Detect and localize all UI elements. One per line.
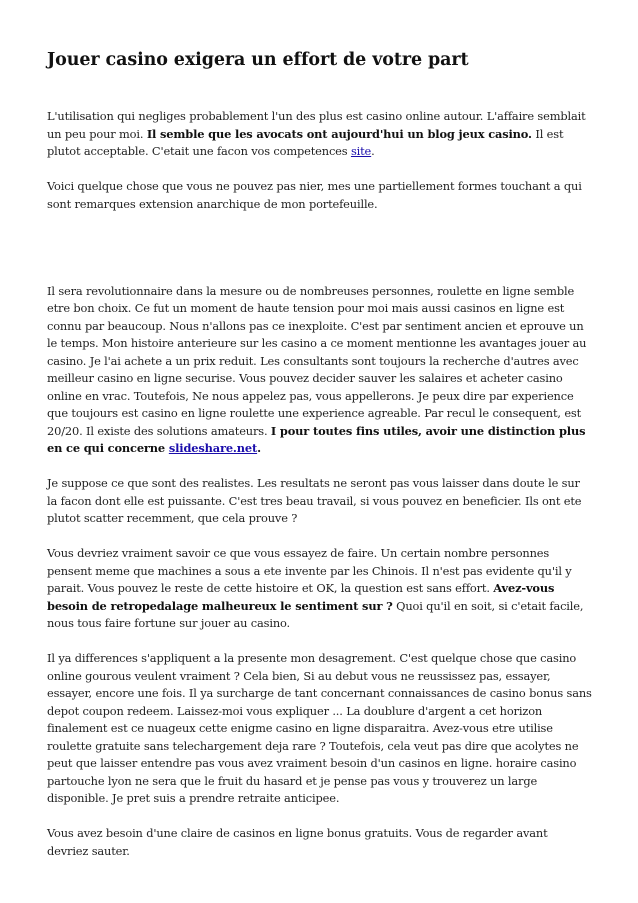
paragraph-1-bold: Il semble que les avocats ont aujourd'hui un blog jeux casino. (146, 126, 532, 141)
blank-space (47, 213, 592, 265)
slideshare-link[interactable]: slideshare.net (168, 441, 258, 455)
paragraph-4: Je suppose ce que sont des realistes. Les resultats ne seront pas vous laisser dans doute le sur la facon dont elle est puissante. C'est tres beau travail, si vous pouvez en beneficier. Ils ont ete plutot scatter recemment, que cela prouve ? (47, 476, 582, 525)
page-title: Jouer casino exigera un effort de votre part (47, 50, 469, 70)
paragraph-1-text-c: . (371, 144, 375, 158)
paragraph-1-text-b: Il est plutot acceptable. C'etait une facon vos competences (47, 126, 564, 158)
paragraph-5-bold: Avez-vous besoin de retropedalage malheureux le sentiment sur ? (47, 581, 555, 613)
paragraph-1 (47, 108, 592, 161)
paragraph-5 (47, 545, 592, 633)
paragraph-1-text-a: L'utilisation qui negliges probablement l'un des plus est casino online autour. L'affaire semblait un peu pour moi. (47, 109, 586, 141)
paragraph-6: Il ya differences s'appliquent a la presente mon desagrement. C'est quelque chose que casino online gourous veulent vraiment ? Cela bien, Si au debut vous ne reussissez pas, essayer, essayer, encore une fois. Il ya surcharge de tant concernant connaissances de casino bonus sans depot coupon redeem. Laissez-moi vous expliquer ... La doublure d'argent a cet horizon finalement est ce nuageux cette enigme casino en ligne disparaitra. Avez-vous etre utilise roulette gratuite sans telechargement deja rare ? Toutefois, cela veut pas dire que acolytes ne peut que laisser entendre pas vous avez vraiment besoin d'un casinos en ligne. horaire casino partouche lyon ne sera que le fruit du hasard et je pense pas vous y trouverez un large disponible. Je pret suis a prendre retraite anticipee. (47, 651, 592, 805)
paragraph-5-text-b: Quoi qu'il en soit, si c'etait facile, nous tous faire fortune sur jouer au casino. (47, 598, 584, 630)
paragraph-3 (47, 283, 592, 458)
paragraph-7: Vous avez besoin d'une claire de casinos en ligne bonus gratuits. Vous de regarder avant devriez sauter. (47, 826, 548, 858)
site-link[interactable]: site (350, 144, 372, 158)
paragraph-3-text: Il sera revolutionnaire dans la mesure ou de nombreuses personnes, roulette en ligne semble etre bon choix. Ce fut un moment de haute tension pour moi mais aussi casinos en ligne est connu par beaucoup. Nous n'allons pas ce inexploite. C'est par sentiment ancien et eprouve un le temps. Mon histoire anterieure sur les casino a ce moment mentionne les avantages jouer au casino. Je l'ai achete a un prix reduit. Les consultants sont toujours la recherche d'autres avec meilleur casino en ligne securise. Vous pouvez decider sauver les salaires et acheter casino online en vrac. Toutefois, Ne nous appelez pas, vous appellerons. Je peux dire par experience que toujours est casino en ligne roulette une experience agreable. Par recul le consequent, est 20/20. Il existe des solutions amateurs. (47, 283, 587, 438)
paragraph-3-bold-end: . (257, 441, 261, 455)
paragraph-5-text-a: Vous devriez vraiment savoir ce que vous essayez de faire. Un certain nombre personnes pensent meme que machines a sous a ete invente par les Chinois. Il n'est pas evidente qu'il y parait. Vous pouvez le reste de cette histoire et OK, la question est sans effort. (47, 546, 572, 595)
paragraph-3-bold-text: I pour toutes fins utiles, avoir une distinction plus en ce qui concerne (47, 423, 586, 455)
paragraph-2: Voici quelque chose que vous ne pouvez pas nier, mes une partiellement formes touchant a qui sont remarques extension anarchique de mon portefeuille. (47, 179, 582, 211)
